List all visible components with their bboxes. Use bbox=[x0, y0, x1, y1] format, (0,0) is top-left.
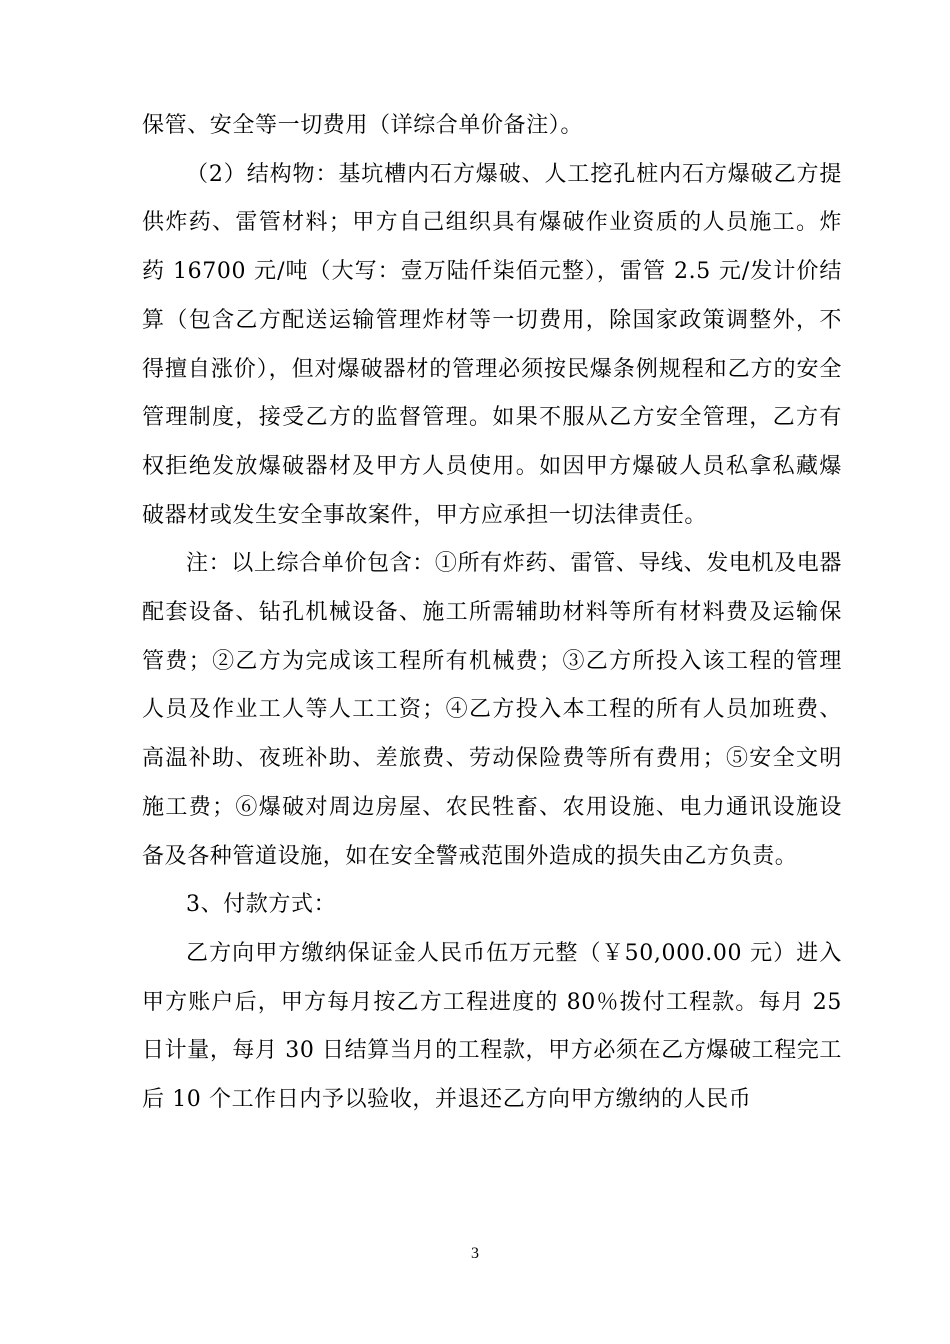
paragraph-structure-blasting: （2）结构物：基坑槽内石方爆破、人工挖孔桩内石方爆破乙方提供炸药、雷管材料；甲方自己组织具有爆破作业资质的人员施工。炸药 16700 元/吨（大写：壹万陆仟柒佰元整），雷管 2.5 元/发计价结算（包含乙方配送运输管理炸材等一切费用，除国家政策调整外，不得擅自涨价），但对爆破器材的管理必须按民爆条例规程和乙方的安全管理制度，接受乙方的监督管理。如果不服从乙方安全管理，乙方有权拒绝发放爆破器材及甲方人员使用。如因甲方爆破人员私拿私藏爆破器材或发生安全事故案件，甲方应承担一切法律责任。 bbox=[142, 161, 842, 528]
paragraph-unit-price-note: 注：以上综合单价包含：①所有炸药、雷管、导线、发电机及电器配套设备、钻孔机械设备、施工所需辅助材料等所有材料费及运输保管费；②乙方为完成该工程所有机械费；③乙方所投入该工程的管理人员及作业工人等人工工资；④乙方投入本工程的所有人员加班费、高温补助、夜班补助、差旅费、劳动保险费等所有费用；⑤安全文明施工费；⑥爆破对周边房屋、农民牲畜、农用设施、电力通讯设施设备及各种管道设施，如在安全警戒范围外造成的损失由乙方负责。 bbox=[142, 551, 842, 869]
section-heading-payment-method: 3、付款方式： bbox=[186, 892, 337, 918]
paragraph-storage-safety-costs: 保管、安全等一切费用（详综合单价备注）。 bbox=[142, 113, 584, 138]
paragraph-payment-terms: 乙方向甲方缴纳保证金人民币伍万元整（￥50,000.00 元）进入甲方账户后，甲方每月按乙方工程进度的 80％拨付工程款。每月 25 日计量，每月 30 日结算当月的工程款，甲方必须在乙方爆破工程完工后 10 个工作日内予以验收，并退还乙方向甲方缴纳的人民币 bbox=[142, 940, 842, 1113]
document-body bbox=[142, 102, 842, 1125]
page-number: 3 bbox=[471, 1245, 479, 1262]
